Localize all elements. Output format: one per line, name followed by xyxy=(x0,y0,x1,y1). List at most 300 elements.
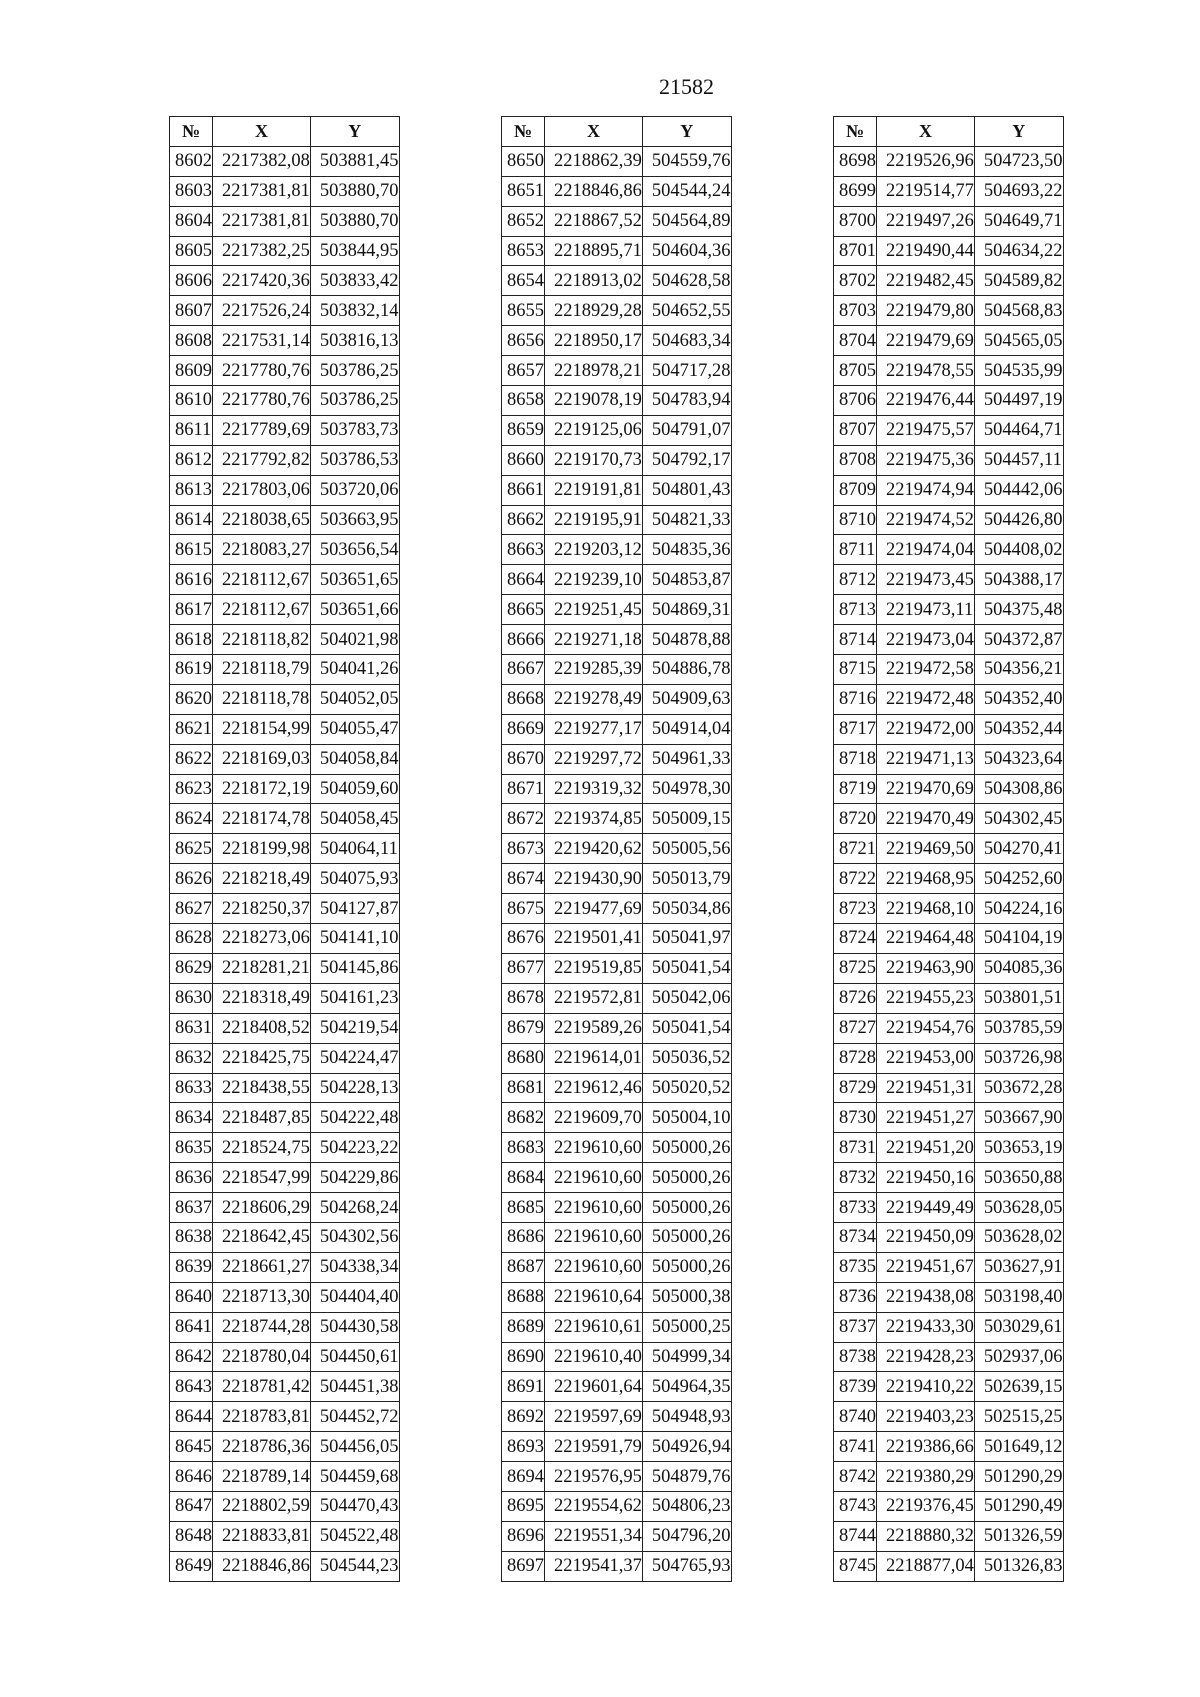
cell-y: 503720,06 xyxy=(310,475,399,505)
cell-x: 2219271,18 xyxy=(545,625,643,655)
table-row xyxy=(502,744,732,774)
table-row xyxy=(170,1222,400,1252)
cell-x: 2219610,60 xyxy=(545,1133,643,1163)
cell-number: 8732 xyxy=(834,1163,877,1193)
cell-x: 2218118,82 xyxy=(213,625,311,655)
cell-number: 8701 xyxy=(834,236,877,266)
cell-y: 504085,36 xyxy=(974,953,1063,983)
cell-x: 2219476,44 xyxy=(877,386,975,416)
table-row xyxy=(170,625,400,655)
cell-number: 8663 xyxy=(502,535,545,565)
cell-y: 502639,15 xyxy=(974,1372,1063,1402)
cell-number: 8666 xyxy=(502,625,545,655)
table-row xyxy=(834,505,1064,535)
cell-x: 2219591,79 xyxy=(545,1432,643,1462)
cell-y: 505000,25 xyxy=(642,1312,731,1342)
cell-y: 503786,25 xyxy=(310,386,399,416)
cell-number: 8634 xyxy=(170,1103,213,1133)
cell-number: 8661 xyxy=(502,475,545,505)
table-row xyxy=(834,864,1064,894)
table-row xyxy=(502,445,732,475)
table-row xyxy=(834,953,1064,983)
table-row xyxy=(834,1462,1064,1492)
table-row xyxy=(502,1252,732,1282)
cell-x: 2219470,69 xyxy=(877,774,975,804)
cell-y: 504228,13 xyxy=(310,1073,399,1103)
cell-x: 2219285,39 xyxy=(545,655,643,685)
cell-number: 8658 xyxy=(502,386,545,416)
table-row xyxy=(170,894,400,924)
table-row xyxy=(834,1013,1064,1043)
cell-x: 2219473,11 xyxy=(877,595,975,625)
table-row xyxy=(834,236,1064,266)
cell-number: 8687 xyxy=(502,1252,545,1282)
table-row xyxy=(170,744,400,774)
table-row xyxy=(834,1551,1064,1581)
cell-y: 504451,38 xyxy=(310,1372,399,1402)
cell-y: 503786,53 xyxy=(310,445,399,475)
table-row xyxy=(170,1342,400,1372)
cell-x: 2219541,37 xyxy=(545,1551,643,1581)
cell-y: 503198,40 xyxy=(974,1282,1063,1312)
table-row xyxy=(502,595,732,625)
table-row xyxy=(170,296,400,326)
cell-y: 504470,43 xyxy=(310,1491,399,1521)
table-row xyxy=(834,655,1064,685)
table-row xyxy=(502,535,732,565)
cell-y: 505013,79 xyxy=(642,864,731,894)
table-row xyxy=(834,445,1064,475)
cell-number: 8632 xyxy=(170,1043,213,1073)
table-row xyxy=(502,415,732,445)
cell-number: 8608 xyxy=(170,326,213,356)
cell-x: 2218172,19 xyxy=(213,774,311,804)
cell-x: 2219472,00 xyxy=(877,714,975,744)
table-row xyxy=(502,326,732,356)
cell-x: 2219453,00 xyxy=(877,1043,975,1073)
header-x: X xyxy=(213,117,311,147)
cell-y: 504021,98 xyxy=(310,625,399,655)
table-row xyxy=(170,1163,400,1193)
table-header-row xyxy=(170,117,400,147)
cell-x: 2219610,60 xyxy=(545,1163,643,1193)
cell-y: 505000,26 xyxy=(642,1163,731,1193)
cell-y: 504041,26 xyxy=(310,655,399,685)
cell-x: 2219451,20 xyxy=(877,1133,975,1163)
table-row xyxy=(502,894,732,924)
cell-number: 8609 xyxy=(170,356,213,386)
cell-y: 505000,26 xyxy=(642,1252,731,1282)
table-row xyxy=(502,1073,732,1103)
cell-y: 504886,78 xyxy=(642,655,731,685)
table-row xyxy=(170,953,400,983)
cell-number: 8615 xyxy=(170,535,213,565)
cell-y: 503726,98 xyxy=(974,1043,1063,1073)
cell-x: 2217531,14 xyxy=(213,326,311,356)
cell-number: 8655 xyxy=(502,296,545,326)
table-row xyxy=(834,744,1064,774)
cell-number: 8710 xyxy=(834,505,877,535)
table-row xyxy=(170,924,400,954)
table-row xyxy=(834,1252,1064,1282)
cell-number: 8728 xyxy=(834,1043,877,1073)
cell-x: 2219610,40 xyxy=(545,1342,643,1372)
cell-x: 2219428,23 xyxy=(877,1342,975,1372)
cell-y: 505034,86 xyxy=(642,894,731,924)
cell-x: 2219479,80 xyxy=(877,296,975,326)
cell-number: 8637 xyxy=(170,1193,213,1223)
cell-x: 2219473,45 xyxy=(877,565,975,595)
table-row xyxy=(502,953,732,983)
cell-number: 8683 xyxy=(502,1133,545,1163)
cell-y: 504544,24 xyxy=(642,176,731,206)
cell-x: 2218950,17 xyxy=(545,326,643,356)
cell-y: 503628,05 xyxy=(974,1193,1063,1223)
cell-y: 504141,10 xyxy=(310,924,399,954)
cell-x: 2217420,36 xyxy=(213,266,311,296)
cell-x: 2219612,46 xyxy=(545,1073,643,1103)
table-row xyxy=(170,1551,400,1581)
table-row xyxy=(834,1222,1064,1252)
table-row xyxy=(170,1521,400,1551)
cell-number: 8733 xyxy=(834,1193,877,1223)
cell-number: 8745 xyxy=(834,1551,877,1581)
cell-x: 2217381,81 xyxy=(213,176,311,206)
cell-number: 8646 xyxy=(170,1462,213,1492)
cell-number: 8742 xyxy=(834,1462,877,1492)
cell-x: 2219464,48 xyxy=(877,924,975,954)
cell-x: 2218862,39 xyxy=(545,146,643,176)
cell-x: 2219471,13 xyxy=(877,744,975,774)
cell-x: 2218783,81 xyxy=(213,1402,311,1432)
cell-y: 504223,22 xyxy=(310,1133,399,1163)
cell-y: 505042,06 xyxy=(642,983,731,1013)
cell-y: 504268,24 xyxy=(310,1193,399,1223)
cell-y: 504853,87 xyxy=(642,565,731,595)
cell-number: 8630 xyxy=(170,983,213,1013)
cell-y: 505041,54 xyxy=(642,953,731,983)
cell-x: 2219450,09 xyxy=(877,1222,975,1252)
cell-y: 504535,99 xyxy=(974,356,1063,386)
cell-y: 505000,26 xyxy=(642,1193,731,1223)
cell-number: 8607 xyxy=(170,296,213,326)
cell-x: 2219519,85 xyxy=(545,953,643,983)
cell-number: 8704 xyxy=(834,326,877,356)
cell-number: 8605 xyxy=(170,236,213,266)
table-row xyxy=(834,266,1064,296)
cell-y: 504693,22 xyxy=(974,176,1063,206)
cell-x: 2219386,66 xyxy=(877,1432,975,1462)
cell-number: 8712 xyxy=(834,565,877,595)
cell-y: 504835,36 xyxy=(642,535,731,565)
cell-y: 504497,19 xyxy=(974,386,1063,416)
coordinate-table xyxy=(501,116,732,1582)
cell-x: 2218744,28 xyxy=(213,1312,311,1342)
cell-y: 504459,68 xyxy=(310,1462,399,1492)
cell-x: 2219479,69 xyxy=(877,326,975,356)
cell-number: 8667 xyxy=(502,655,545,685)
cell-x: 2219610,61 xyxy=(545,1312,643,1342)
cell-number: 8675 xyxy=(502,894,545,924)
cell-y: 503785,59 xyxy=(974,1013,1063,1043)
table-row xyxy=(834,326,1064,356)
cell-x: 2219420,62 xyxy=(545,834,643,864)
table-row xyxy=(502,1432,732,1462)
cell-number: 8708 xyxy=(834,445,877,475)
cell-y: 504442,06 xyxy=(974,475,1063,505)
table-row xyxy=(502,774,732,804)
cell-y: 504565,05 xyxy=(974,326,1063,356)
cell-x: 2217382,08 xyxy=(213,146,311,176)
cell-x: 2218846,86 xyxy=(213,1551,311,1581)
table-row xyxy=(170,266,400,296)
table-row xyxy=(834,684,1064,714)
table-row xyxy=(170,1252,400,1282)
cell-y: 504352,44 xyxy=(974,714,1063,744)
cell-number: 8674 xyxy=(502,864,545,894)
cell-y: 504544,23 xyxy=(310,1551,399,1581)
cell-x: 2218661,27 xyxy=(213,1252,311,1282)
cell-number: 8729 xyxy=(834,1073,877,1103)
cell-number: 8724 xyxy=(834,924,877,954)
cell-x: 2218118,79 xyxy=(213,655,311,685)
cell-number: 8734 xyxy=(834,1222,877,1252)
cell-x: 2218895,71 xyxy=(545,236,643,266)
table-row xyxy=(170,655,400,685)
cell-number: 8709 xyxy=(834,475,877,505)
table-row xyxy=(170,1402,400,1432)
cell-x: 2219597,69 xyxy=(545,1402,643,1432)
cell-number: 8636 xyxy=(170,1163,213,1193)
cell-number: 8649 xyxy=(170,1551,213,1581)
cell-y: 503880,70 xyxy=(310,176,399,206)
cell-number: 8696 xyxy=(502,1521,545,1551)
cell-x: 2218250,37 xyxy=(213,894,311,924)
cell-x: 2219454,76 xyxy=(877,1013,975,1043)
cell-y: 504978,30 xyxy=(642,774,731,804)
table-row xyxy=(502,1551,732,1581)
cell-number: 8700 xyxy=(834,206,877,236)
cell-number: 8625 xyxy=(170,834,213,864)
header-number: № xyxy=(170,117,213,147)
table-row xyxy=(170,415,400,445)
cell-x: 2218154,99 xyxy=(213,714,311,744)
cell-y: 504568,83 xyxy=(974,296,1063,326)
cell-y: 504806,23 xyxy=(642,1491,731,1521)
table-row xyxy=(502,714,732,744)
table-row xyxy=(502,1402,732,1432)
cell-x: 2218112,67 xyxy=(213,565,311,595)
table-row xyxy=(170,535,400,565)
cell-x: 2218408,52 xyxy=(213,1013,311,1043)
cell-number: 8672 xyxy=(502,804,545,834)
cell-x: 2217526,24 xyxy=(213,296,311,326)
cell-x: 2218218,49 xyxy=(213,864,311,894)
cell-number: 8635 xyxy=(170,1133,213,1163)
header-x: X xyxy=(545,117,643,147)
cell-x: 2218877,04 xyxy=(877,1551,975,1581)
cell-number: 8684 xyxy=(502,1163,545,1193)
cell-x: 2218789,14 xyxy=(213,1462,311,1492)
table-row xyxy=(170,834,400,864)
cell-y: 504926,94 xyxy=(642,1432,731,1462)
cell-y: 504252,60 xyxy=(974,864,1063,894)
cell-y: 503029,61 xyxy=(974,1312,1063,1342)
table-header-row xyxy=(834,117,1064,147)
cell-y: 504464,71 xyxy=(974,415,1063,445)
cell-x: 2219203,12 xyxy=(545,535,643,565)
cell-x: 2219195,91 xyxy=(545,505,643,535)
cell-x: 2218281,21 xyxy=(213,953,311,983)
table-row xyxy=(502,1491,732,1521)
cell-x: 2219490,44 xyxy=(877,236,975,266)
cell-y: 504064,11 xyxy=(310,834,399,864)
table-row xyxy=(502,1222,732,1252)
table-row xyxy=(502,625,732,655)
cell-y: 505000,26 xyxy=(642,1133,731,1163)
header-x: X xyxy=(877,117,975,147)
header-y: Y xyxy=(642,117,731,147)
cell-y: 504914,04 xyxy=(642,714,731,744)
table-row xyxy=(502,1462,732,1492)
cell-x: 2219191,81 xyxy=(545,475,643,505)
header-y: Y xyxy=(310,117,399,147)
table-row xyxy=(170,475,400,505)
cell-y: 503627,91 xyxy=(974,1252,1063,1282)
cell-number: 8698 xyxy=(834,146,877,176)
cell-x: 2219449,49 xyxy=(877,1193,975,1223)
table-row xyxy=(170,505,400,535)
cell-number: 8731 xyxy=(834,1133,877,1163)
cell-y: 504604,36 xyxy=(642,236,731,266)
cell-number: 8740 xyxy=(834,1402,877,1432)
cell-x: 2218846,86 xyxy=(545,176,643,206)
table-row xyxy=(170,1491,400,1521)
cell-number: 8693 xyxy=(502,1432,545,1462)
cell-y: 504270,41 xyxy=(974,834,1063,864)
table-row xyxy=(170,1282,400,1312)
table-row xyxy=(502,834,732,864)
cell-y: 504356,21 xyxy=(974,655,1063,685)
table-row xyxy=(834,1163,1064,1193)
cell-x: 2218781,42 xyxy=(213,1372,311,1402)
table-row xyxy=(170,206,400,236)
table-row xyxy=(834,1491,1064,1521)
cell-x: 2219170,73 xyxy=(545,445,643,475)
table-row xyxy=(170,684,400,714)
cell-number: 8650 xyxy=(502,146,545,176)
cell-number: 8639 xyxy=(170,1252,213,1282)
table-row xyxy=(502,176,732,206)
cell-number: 8716 xyxy=(834,684,877,714)
cell-x: 2219610,60 xyxy=(545,1222,643,1252)
table-row xyxy=(170,774,400,804)
cell-x: 2218833,81 xyxy=(213,1521,311,1551)
cell-number: 8620 xyxy=(170,684,213,714)
cell-number: 8735 xyxy=(834,1252,877,1282)
cell-number: 8715 xyxy=(834,655,877,685)
cell-number: 8727 xyxy=(834,1013,877,1043)
table-row xyxy=(170,386,400,416)
cell-number: 8681 xyxy=(502,1073,545,1103)
cell-number: 8614 xyxy=(170,505,213,535)
cell-y: 503881,45 xyxy=(310,146,399,176)
cell-y: 504222,48 xyxy=(310,1103,399,1133)
cell-x: 2219551,34 xyxy=(545,1521,643,1551)
cell-number: 8705 xyxy=(834,356,877,386)
table-row xyxy=(834,1312,1064,1342)
table-row xyxy=(502,475,732,505)
cell-number: 8621 xyxy=(170,714,213,744)
cell-y: 504456,05 xyxy=(310,1432,399,1462)
cell-number: 8699 xyxy=(834,176,877,206)
table-row xyxy=(834,535,1064,565)
cell-y: 504145,86 xyxy=(310,953,399,983)
cell-x: 2218487,85 xyxy=(213,1103,311,1133)
cell-y: 504961,33 xyxy=(642,744,731,774)
cell-x: 2218273,06 xyxy=(213,924,311,954)
cell-number: 8604 xyxy=(170,206,213,236)
cell-number: 8679 xyxy=(502,1013,545,1043)
table-row xyxy=(502,1521,732,1551)
cell-y: 504879,76 xyxy=(642,1462,731,1492)
table-row xyxy=(834,804,1064,834)
cell-y: 505041,54 xyxy=(642,1013,731,1043)
cell-x: 2218425,75 xyxy=(213,1043,311,1073)
table-row xyxy=(834,983,1064,1013)
cell-y: 503786,25 xyxy=(310,356,399,386)
cell-y: 503816,13 xyxy=(310,326,399,356)
cell-y: 504652,55 xyxy=(642,296,731,326)
table-row xyxy=(834,894,1064,924)
cell-x: 2219614,01 xyxy=(545,1043,643,1073)
cell-number: 8612 xyxy=(170,445,213,475)
cell-x: 2219470,49 xyxy=(877,804,975,834)
cell-x: 2219474,04 xyxy=(877,535,975,565)
cell-number: 8677 xyxy=(502,953,545,983)
table-row xyxy=(170,714,400,744)
table-row xyxy=(170,1073,400,1103)
cell-x: 2219297,72 xyxy=(545,744,643,774)
table-row xyxy=(834,1103,1064,1133)
table-row xyxy=(502,1342,732,1372)
cell-y: 504302,45 xyxy=(974,804,1063,834)
cell-number: 8711 xyxy=(834,535,877,565)
table-row xyxy=(502,924,732,954)
cell-number: 8691 xyxy=(502,1372,545,1402)
cell-y: 504783,94 xyxy=(642,386,731,416)
cell-y: 504323,64 xyxy=(974,744,1063,774)
cell-y: 503663,95 xyxy=(310,505,399,535)
cell-number: 8640 xyxy=(170,1282,213,1312)
cell-number: 8714 xyxy=(834,625,877,655)
cell-y: 503656,54 xyxy=(310,535,399,565)
cell-y: 504628,58 xyxy=(642,266,731,296)
cell-y: 501326,59 xyxy=(974,1521,1063,1551)
cell-y: 505009,15 xyxy=(642,804,731,834)
table-row xyxy=(502,1282,732,1312)
cell-number: 8676 xyxy=(502,924,545,954)
cell-number: 8719 xyxy=(834,774,877,804)
cell-number: 8617 xyxy=(170,595,213,625)
cell-number: 8669 xyxy=(502,714,545,744)
table-row xyxy=(834,714,1064,744)
cell-number: 8680 xyxy=(502,1043,545,1073)
cell-x: 2219514,77 xyxy=(877,176,975,206)
cell-number: 8616 xyxy=(170,565,213,595)
cell-y: 501290,29 xyxy=(974,1462,1063,1492)
cell-number: 8721 xyxy=(834,834,877,864)
